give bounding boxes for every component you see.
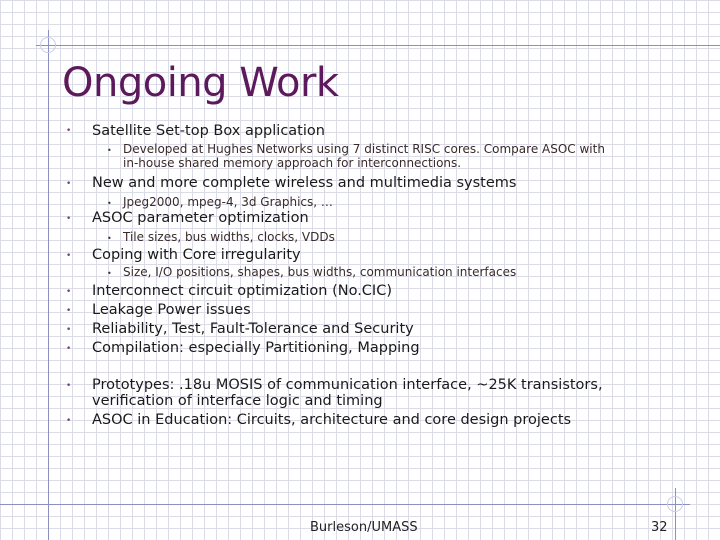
bullet-item: ASOC in Education: Circuits, architecture and core design projects bbox=[92, 412, 572, 428]
frame-left-line bbox=[48, 30, 49, 540]
sub-bullet-icon: • bbox=[107, 269, 112, 278]
frame-bottom-line bbox=[0, 504, 690, 505]
bullet-icon: • bbox=[66, 325, 72, 335]
bullet-item: Coping with Core irregularity bbox=[92, 247, 301, 263]
bullet-icon: • bbox=[66, 306, 72, 316]
bullet-item: Leakage Power issues bbox=[92, 302, 251, 318]
bullet-icon: • bbox=[66, 287, 72, 297]
sub-bullet-item: Developed at Hughes Networks using 7 distinct RISC cores. Compare ASOC with bbox=[123, 142, 605, 156]
bullet-icon: • bbox=[66, 416, 72, 426]
sub-bullet-item-continued: in-house shared memory approach for interconnections. bbox=[123, 156, 462, 170]
bullet-item: Reliability, Test, Fault-Tolerance and Security bbox=[92, 321, 414, 337]
bullet-item-continued: verification of interface logic and timing bbox=[92, 393, 383, 409]
bullet-item: Prototypes: .18u MOSIS of communication interface, ~25K transistors, bbox=[92, 377, 603, 393]
page-number: 32 bbox=[651, 520, 668, 535]
frame-corner-circle-bottom bbox=[667, 496, 683, 512]
sub-bullet-item: Tile sizes, bus widths, clocks, VDDs bbox=[123, 230, 335, 244]
bullet-item: Interconnect circuit optimization (No.CIC) bbox=[92, 283, 392, 299]
sub-bullet-icon: • bbox=[107, 146, 112, 155]
frame-top-line bbox=[36, 45, 720, 46]
sub-bullet-icon: • bbox=[107, 234, 112, 243]
sub-bullet-item: Size, I/O positions, shapes, bus widths, communication interfaces bbox=[123, 265, 517, 279]
bullet-icon: • bbox=[66, 126, 72, 136]
bullet-icon: • bbox=[66, 251, 72, 261]
footer-author: Burleson/UMASS bbox=[310, 520, 418, 535]
sub-bullet-item: Jpeg2000, mpeg-4, 3d Graphics, … bbox=[123, 195, 333, 209]
frame-corner-circle-top bbox=[40, 37, 56, 53]
bullet-item: New and more complete wireless and multimedia systems bbox=[92, 175, 517, 191]
sub-bullet-icon: • bbox=[107, 199, 112, 208]
bullet-icon: • bbox=[66, 344, 72, 354]
bullet-icon: • bbox=[66, 179, 72, 189]
bullet-item: Compilation: especially Partitioning, Mapping bbox=[92, 340, 420, 356]
bullet-icon: • bbox=[66, 214, 72, 224]
bullet-item: ASOC parameter optimization bbox=[92, 210, 309, 226]
bullet-item: Satellite Set-top Box application bbox=[92, 123, 325, 139]
bullet-icon: • bbox=[66, 381, 72, 391]
slide-title: Ongoing Work bbox=[62, 60, 339, 106]
